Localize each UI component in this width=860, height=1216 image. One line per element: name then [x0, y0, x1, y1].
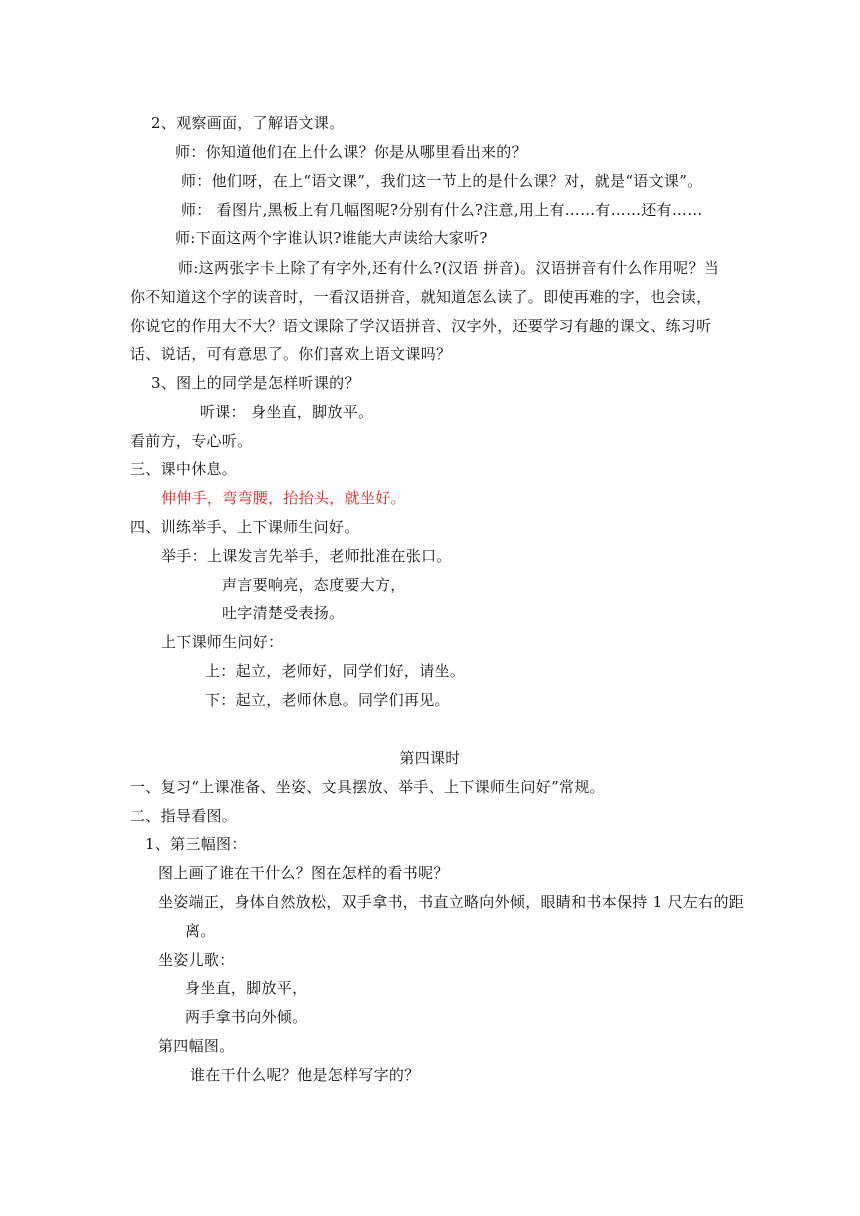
- section-3-heading: 3、图上的同学是怎样听课的？: [151, 374, 360, 392]
- posture-description-2: 离。: [185, 922, 216, 940]
- greeting-heading: 上下课师生问好：: [161, 633, 284, 651]
- teacher-line-3: 师： 看图片,黑板上有几幅图呢?分别有什么?注意,用上有……有……还有……: [181, 201, 703, 219]
- greeting-end: 下：起立，老师休息。同学们再见。: [205, 691, 450, 709]
- paragraph-line-4: 话、说话，可有意思了。你们喜欢上语文课吗？: [130, 345, 452, 363]
- raise-hand-rule: 举手：上课发言先举手，老师批准在张口。: [161, 547, 452, 565]
- teacher-line-1: 师：你知道他们在上什么课？你是从哪里看出来的？: [175, 143, 527, 161]
- guide-heading: 二、指导看图。: [130, 807, 238, 825]
- greeting-start: 上：起立，老师好，同学们好，请坐。: [205, 662, 466, 680]
- posture-rhyme-2: 两手拿书向外倾。: [185, 1008, 308, 1026]
- paragraph-line-3: 你说它的作用大不大？语文课除了学汉语拼音、汉字外，还要学习有趣的课文、练习听: [130, 317, 712, 335]
- section-2-heading: 2、观察画面，了解语文课。: [151, 114, 345, 132]
- raise-hand-rule-2: 声言要响亮，态度要大方，: [222, 576, 406, 594]
- posture-rhyme-1: 身坐直，脚放平，: [185, 979, 308, 997]
- teacher-line-2: 师：他们呀，在上“语文课”，我们这一节上的是什么课？对，就是“语文课”。: [181, 172, 703, 190]
- paragraph-line-2: 你不知道这个字的读音时，一看汉语拼音，就知道怎么读了。即使再难的字，也会读，: [130, 288, 712, 306]
- lesson-4-title: 第四课时: [399, 749, 461, 767]
- review-heading: 一、复习“上课准备、坐姿、文具摆放、举手、上下课师生问好”常规。: [130, 778, 605, 796]
- raise-hand-rule-3: 吐字清楚受表扬。: [222, 604, 345, 622]
- teacher-line-4: 师:下面这两个字谁认识?谁能大声读给大家听?: [175, 229, 488, 247]
- listening-rule-2: 看前方，专心听。: [130, 432, 253, 450]
- listening-rule: 听课： 身坐直，脚放平。: [200, 403, 374, 421]
- picture-3-question: 图上画了谁在干什么？图在怎样的看书呢？: [158, 864, 449, 882]
- section-three-heading: 三、课中休息。: [130, 460, 238, 478]
- picture-4-question: 谁在干什么呢？他是怎样写字的？: [190, 1066, 420, 1084]
- section-four-heading: 四、训练举手、上下课师生问好。: [130, 518, 360, 536]
- teacher-line-5: 师:这两张字卡上除了有字外,还有什么?(汉语 拼音)。汉语拼音有什么作用呢？当: [178, 259, 720, 277]
- posture-description: 坐姿端正，身体自然放松，双手拿书，书直立略向外倾，眼睛和书本保持 1 尺左右的距: [158, 893, 745, 911]
- picture-4-heading: 第四幅图。: [158, 1037, 235, 1055]
- break-rhyme-red: 伸伸手，弯弯腰，抬抬头，就坐好。: [161, 489, 406, 507]
- posture-rhyme-heading: 坐姿儿歌：: [158, 951, 235, 969]
- picture-3-heading: 1、第三幅图：: [145, 835, 247, 853]
